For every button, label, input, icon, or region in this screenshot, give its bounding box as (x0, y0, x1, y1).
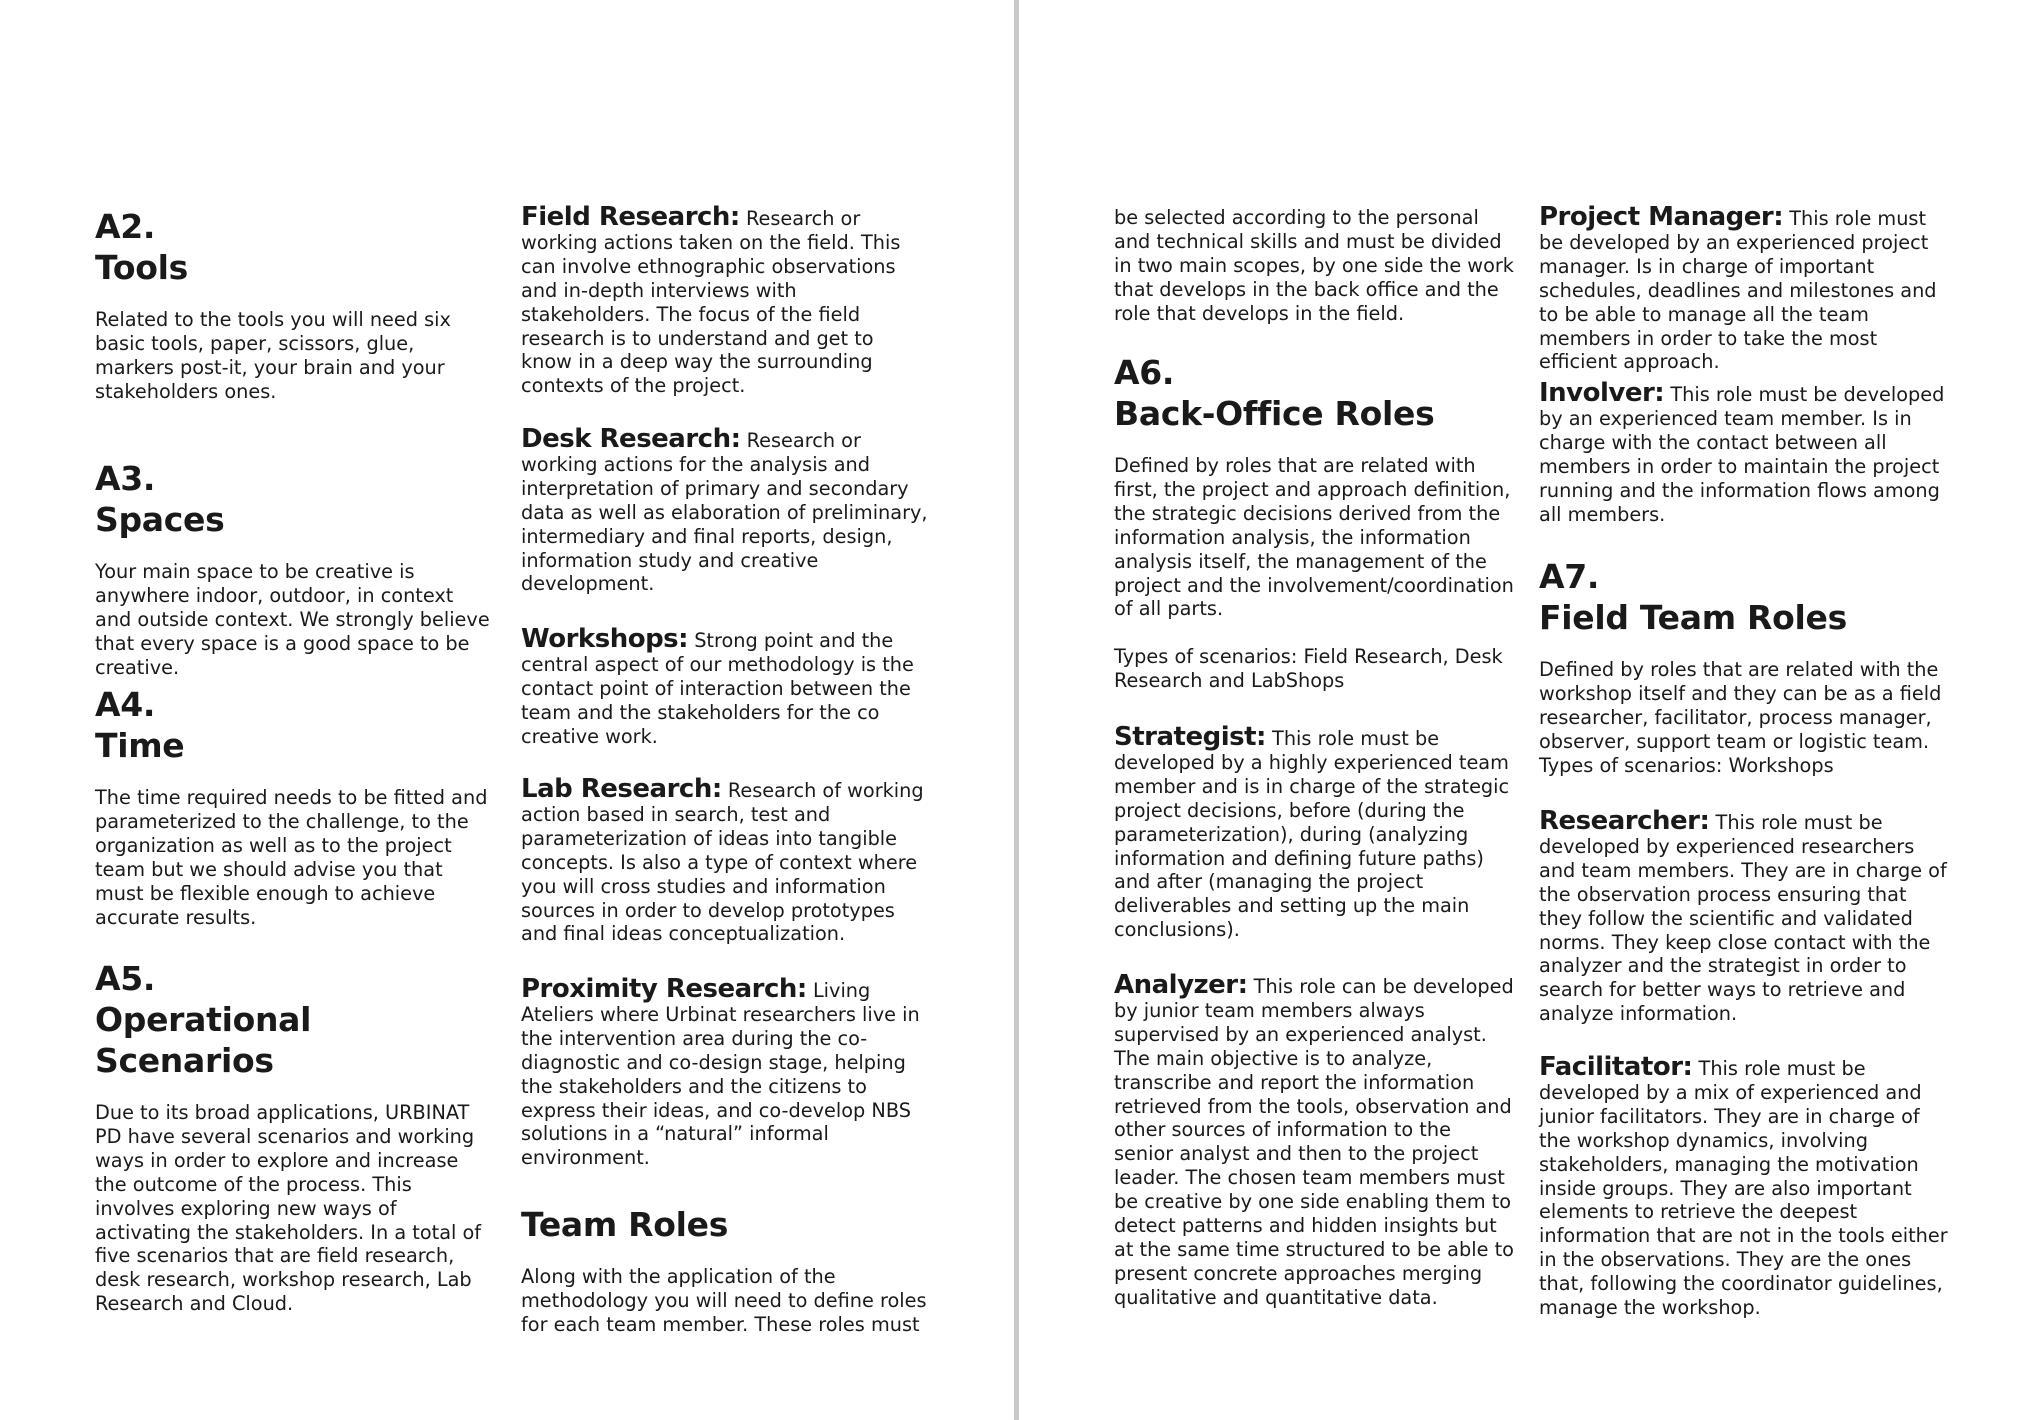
entry-strategist (1114, 722, 1514, 942)
entry-involver (1539, 378, 1949, 526)
section-body: be selected according to the personal and technical skills and must be divided in two main scopes, by one side the work that develops in the back office and the role that develops in the field. (1114, 206, 1514, 325)
entry-text: Research or working actions for the analysis and interpretation of primary and secondary data as well as elaboration of preliminary, intermediary and final reports, design, information study and creative development. (521, 429, 928, 596)
entry-label: Project Manager: (1539, 202, 1784, 232)
entry-desk-research (521, 424, 929, 596)
entry-text: This role can be developed by junior team members always supervised by an experienced analyst. The main objective is to analyze, transcribe and report the information retrieved from the tools, observation and other sources of information to the senior analyst and then to the project leader. The chosen team members must be creative by one side enabling them to detect patterns and hidden insights but at the same time structured to be able to present concrete approaches merging qualitative and quantitative data. (1114, 975, 1514, 1309)
section-heading (1539, 556, 1949, 638)
section-body: Your main space to be creative is anywhere indoor, outdoor, in context and outside context. We strongly believe that every space is a good space to be creative. (95, 560, 490, 679)
section-a5-operational-scenarios (95, 958, 495, 1316)
section-title: Spaces (95, 500, 225, 539)
entry-proximity-research (521, 974, 929, 1170)
section-body: The time required needs to be fitted and parameterized to the challenge, to the organization as well as to the project team but we should advise you that must be flexible enough to achieve accurate results. (95, 786, 488, 929)
section-title: Time (95, 726, 185, 765)
entry-label: Desk Research: (521, 424, 741, 454)
section-number: A6. (1114, 353, 1175, 392)
section-title: Team Roles (521, 1205, 729, 1244)
entry-text: Strong point and the central aspect of our methodology is the contact point of interaction between the team and the stakeholders for the co creative work. (521, 629, 914, 748)
section-number: A3. (95, 459, 156, 498)
entry-label: Strategist: (1114, 722, 1266, 752)
scenarios-text: Types of scenarios: Field Research, Desk Research and LabShops (1114, 645, 1503, 693)
section-number: A2. (95, 207, 156, 246)
section-heading (95, 958, 495, 1081)
entry-text: This role must be developed by a mix of experienced and junior facilitators. They are in charge of the workshop dynamics, involving stakeholders, managing the motivation inside groups. They are also important elements to retrieve the deepest information that are not in the tools either in the observations. They are the ones that, following the coordinator guidelines, manage the workshop. (1539, 1057, 1948, 1320)
section-a4-time (95, 684, 495, 929)
entry-text: Living Ateliers where Urbinat researchers live in the intervention area during the co-diagnostic and co-design stage, helping the stakeholders and the citizens to express their ideas, and co-develop NBS solutions in a “natural” informal environment. (521, 979, 920, 1170)
entry-label: Workshops: (521, 624, 689, 654)
entry-analyzer (1114, 970, 1514, 1310)
section-title: Operational (95, 1000, 312, 1039)
section-number: A7. (1539, 557, 1600, 596)
entry-researcher (1539, 806, 1949, 1026)
entry-text: Research of working action based in search, test and parameterization of ideas into tangible concepts. Is also a type of context where you will cross studies and information sources in order to develop prototypes and final ideas conceptualization. (521, 779, 924, 946)
entry-project-manager (1539, 202, 1949, 374)
entry-text: Research or working actions taken on the field. This can involve ethnographic observations and in-depth interviews with stakeholders. The focus of the field research is to understand and get to know in a deep way the surrounding contexts of the project. (521, 207, 901, 398)
section-heading (95, 458, 495, 540)
entry-label: Analyzer: (1114, 970, 1248, 1000)
section-title: Scenarios (95, 1041, 274, 1080)
section-a7-field-team-roles (1539, 556, 1949, 778)
page-divider (1014, 0, 1019, 1420)
section-body: Along with the application of the methodology you will need to define roles for each team member. These roles must (521, 1265, 927, 1336)
section-title: Tools (95, 248, 188, 287)
section-body: Defined by roles that are related with the workshop itself and they can be as a field researcher, facilitator, process manager, observer, support team or logistic team. Types of scenarios: Workshops (1539, 658, 1942, 777)
entry-label: Field Research: (521, 202, 740, 232)
entry-label: Facilitator: (1539, 1052, 1693, 1082)
entry-field-research (521, 202, 929, 398)
entry-label: Proximity Research: (521, 974, 807, 1004)
section-number: A5. (95, 959, 156, 998)
entry-workshops (521, 624, 929, 749)
section-a6-back-office-roles (1114, 352, 1514, 693)
entry-label: Lab Research: (521, 774, 722, 804)
entry-text: This role must be developed by a highly experienced team member and is in charge of the strategic project decisions, before (during the parameterization), during (analyzing information and defining future paths) and after (managing the project deliverables and setting up the main conclusions). (1114, 727, 1510, 942)
section-a3-spaces (95, 458, 495, 680)
section-body: Related to the tools you will need six basic tools, paper, scissors, glue, markers post-it, your brain and your stakeholders ones. (95, 308, 451, 403)
entry-lab-research (521, 774, 929, 946)
section-heading (95, 684, 495, 766)
section-body: Due to its broad applications, URBINAT PD have several scenarios and working ways in order to explore and increase the outcome of the process. This involves exploring new ways of activating the stakeholders. In a total of five scenarios that are field research, desk research, workshop research, Lab Research and Cloud. (95, 1101, 482, 1316)
section-a2-tools (95, 206, 495, 404)
entry-facilitator (1539, 1052, 1949, 1320)
section-title: Back-Office Roles (1114, 394, 1435, 433)
entry-label: Involver: (1539, 378, 1665, 408)
entry-label: Researcher: (1539, 806, 1710, 836)
section-heading (521, 1204, 929, 1245)
right-page (1024, 0, 2024, 1420)
entry-text: This role must be developed by an experienced project manager. Is in charge of important schedules, deadlines and milestones and to be able to manage all the team members in order to take the most efficient approach. (1539, 207, 1937, 374)
section-team-roles (521, 1204, 929, 1337)
section-number: A4. (95, 685, 156, 724)
entry-text: This role must be developed by an experienced team member. Is in charge with the contact between all members in order to maintain the project running and the information flows among all members. (1539, 383, 1945, 526)
team-roles-continuation (1114, 206, 1514, 326)
entry-text: This role must be developed by experienced researchers and team members. They are in charge of the observation process ensuring that they follow the scientific and validated norms. They keep close contact with the analyzer and the strategist in order to search for better ways to retrieve and analyze information. (1539, 811, 1947, 1026)
section-heading (1114, 352, 1514, 434)
section-body: Defined by roles that are related with first, the project and approach definition, the strategic decisions derived from the information analysis, the information analysis itself, the management of the project and the involvement/coordination of all parts. (1114, 454, 1514, 621)
section-title: Field Team Roles (1539, 598, 1847, 637)
section-heading (95, 206, 495, 288)
